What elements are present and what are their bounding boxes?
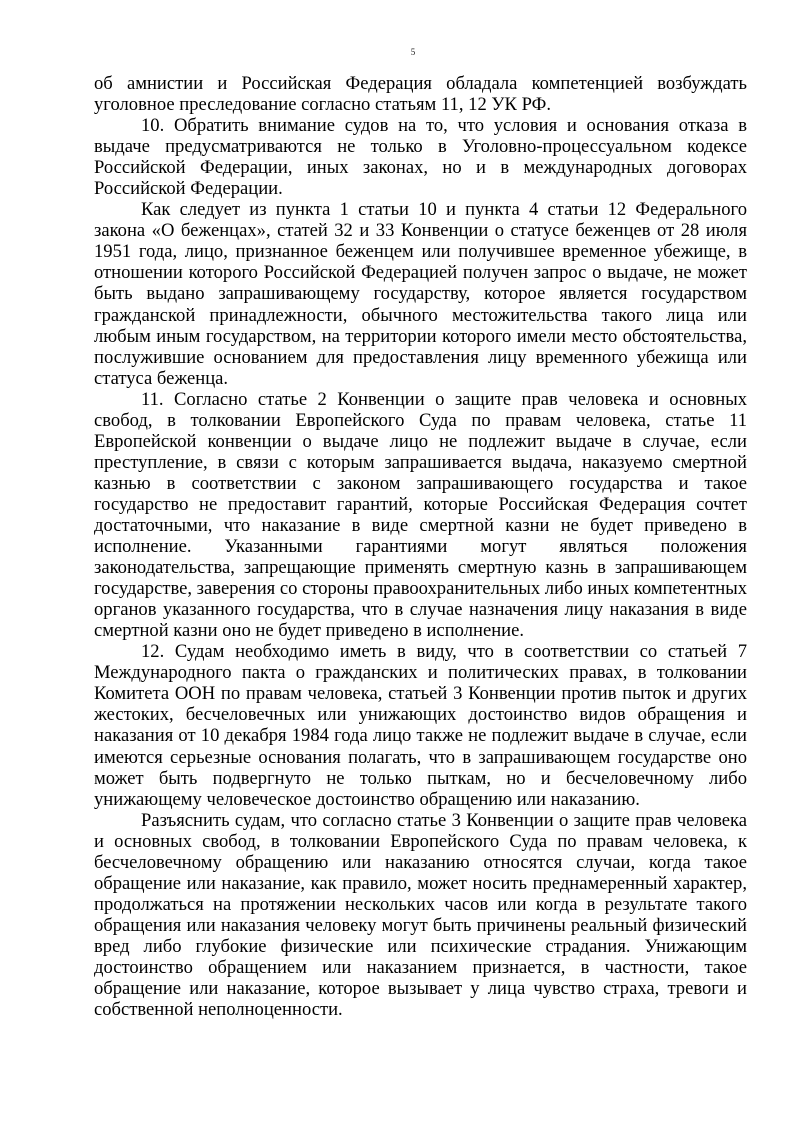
paragraph-item-11: 11. Согласно статье 2 Конвенции о защите прав человека и основных свобод, в толковании Европейского Суда по правам человека, статье 11 Европейской конвенции о выдаче лицо не подлежит выдаче в случае, если преступление, в связи с которым запрашивается выдача, наказуемо смертной казнью в соответствии с законом запрашивающего государства и такое государство не предоставит гарантий, которые Российская Федерация сочтет достаточными, что наказание в виде смертной казни не будет приведено в исполнение. Указанными гарантиями могут являться положения законодательства, запрещающие применять смертную казнь в запрашивающем государстве, заверения со стороны правоохранительных либо иных компетентных органов указанного государства, что в случае назначения лицу наказания в виде смертной казни оно не будет приведено в исполнение.	[94, 388, 747, 642]
paragraph-inhuman-treatment: Разъяснить судам, что согласно статье 3 Конвенции о защите прав человека и основных свобод, в толковании Европейского Суда по правам человека, к бесчеловечному обращению или наказанию относятся случаи, когда такое обращение или наказание, как правило, может носить преднамеренный характер, продолжаться на протяжении нескольких часов или когда в результате такого обращения или наказания человеку могут быть причинены реальный физический вред либо глубокие физические или психические страдания. Унижающим достоинство обращением или наказанием признается, в частности, такое обращение или наказание, которое вызывает у лица чувство страха, тревоги и собственной неполноценности.	[94, 809, 747, 1021]
paragraph-amnesty-continuation: об амнистии и Российская Федерация обладала компетенцией возбуждать уголовное преследование согласно статьям 11, 12 УК РФ.	[94, 73, 747, 116]
document-body	[94, 73, 747, 1020]
paragraph-item-12: 12. Судам необходимо иметь в виду, что в соответствии со статьей 7 Международного пакта о гражданских и политических правах, в толковании Комитета ООН по правам человека, статьей 3 Конвенции против пыток и других жестоких, бесчеловечных или унижающих достоинство видов обращения и наказания от 10 декабря 1984 года лицо также не подлежит выдаче в случае, если имеются серьезные основания полагать, что в запрашивающем государстве оно может быть подвергнуто не только пыткам, но и бесчеловечному либо унижающему человеческое достоинство обращению или наказанию.	[94, 641, 747, 810]
paragraph-refugees: Как следует из пункта 1 статьи 10 и пункта 4 статьи 12 Федерального закона «О беженцах», статей 32 и 33 Конвенции о статусе беженцев от 28 июля 1951 года, лицо, признанное беженцем или получившее временное убежище, в отношении которого Российской Федерацией получен запрос о выдаче, не может быть выдано запрашивающему государству, которое является государством гражданской принадлежности, обычного местожительства такого лица или любым иным государством, на территории которого имели место обстоятельства, послужившие основанием для предоставления лицу временного убежища или статуса беженца.	[94, 199, 747, 389]
page-number: 5	[410, 47, 416, 57]
paragraph-item-10: 10. Обратить внимание судов на то, что условия и основания отказа в выдаче предусматриваются не только в Уголовно-процессуальном кодексе Российской Федерации, иных законах, но и в международных договорах Российской Федерации.	[94, 115, 747, 200]
